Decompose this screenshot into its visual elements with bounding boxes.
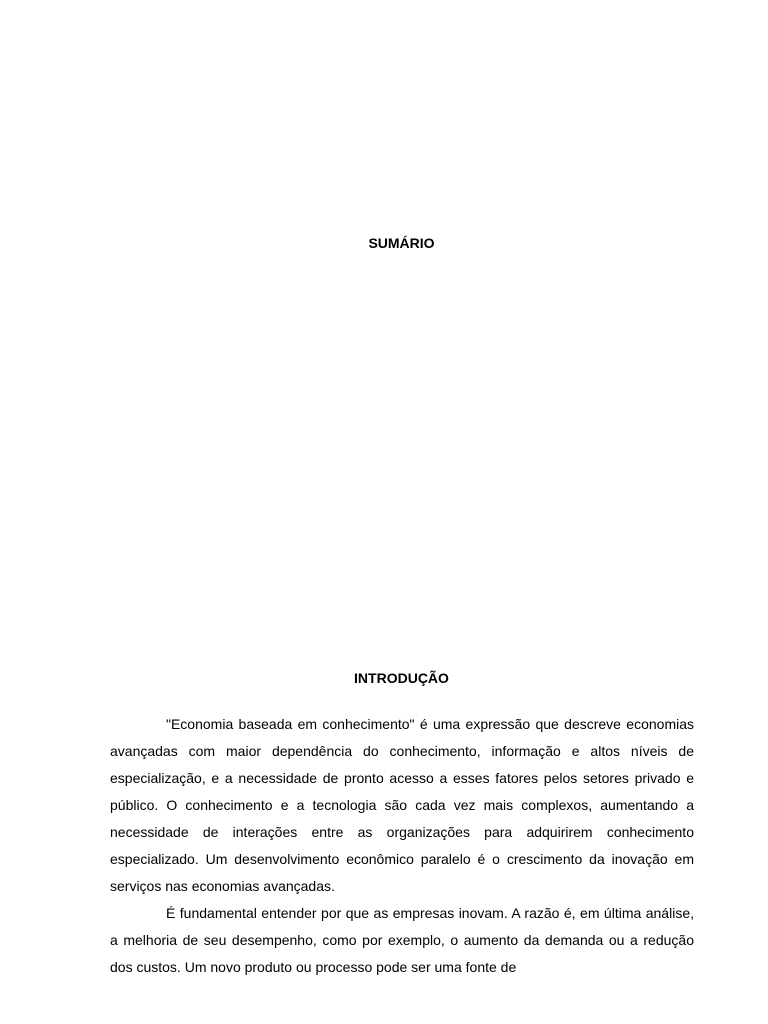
introduction-body [110, 711, 694, 981]
introduction-heading: INTRODUÇÃO [354, 670, 449, 686]
summary-heading: SUMÁRIO [368, 235, 435, 251]
paragraph-2: É fundamental entender por que as empresas inovam. A razão é, em última análise, a melhoria de seu desempenho, como por exemplo, o aumento da demanda ou a redução dos custos. Um novo produto ou processo pode ser uma fonte de [110, 905, 694, 975]
paragraph-1: "Economia baseada em conhecimento" é uma expressão que descreve economias avançadas com maior dependência do conhecimento, informação e altos níveis de especialização, e a necessidade de pronto acesso a esses fatores pelos setores privado e público. O conhecimento e a tecnologia são cada vez mais complexos, aumentando a necessidade de interações entre as organizações para adquirirem conhecimento especializado. Um desenvolvimento econômico paralelo é o crescimento da inovação em serviços nas economias avançadas. [110, 716, 694, 894]
